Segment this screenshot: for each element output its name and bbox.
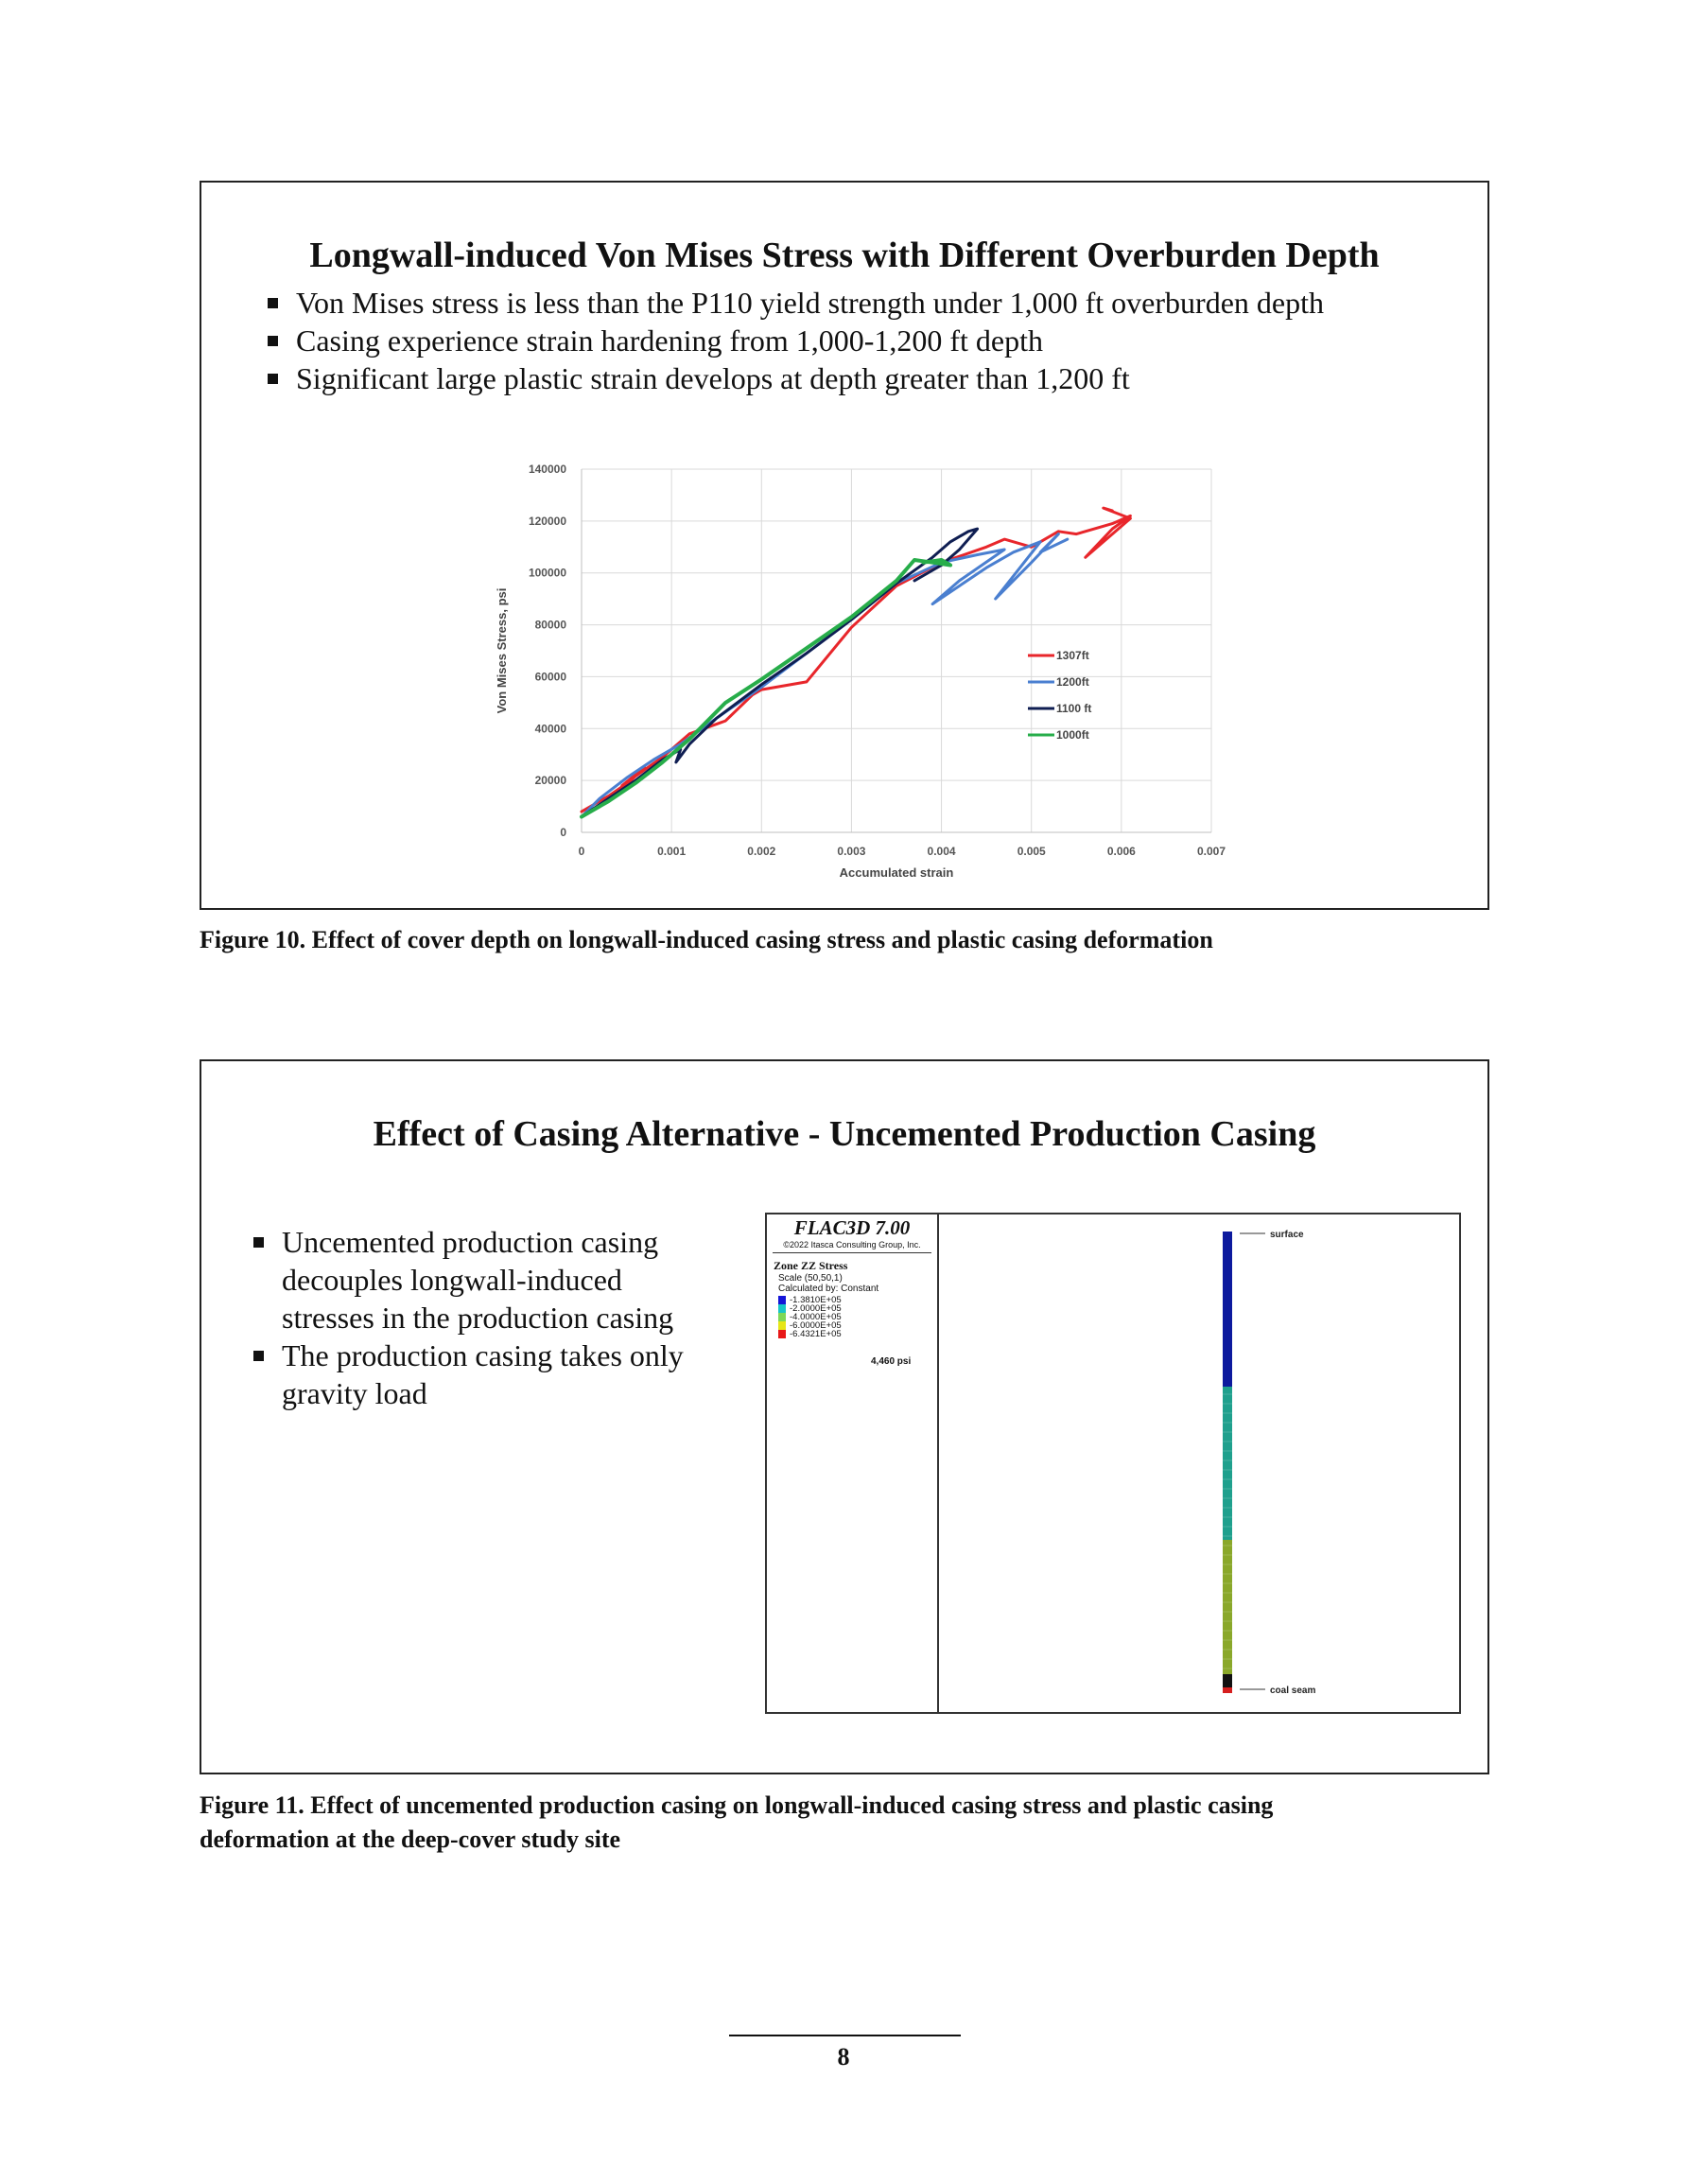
stress-strain-chart	[201, 183, 1491, 912]
legend-label: 1200ft	[1056, 675, 1089, 689]
y-tick-label: 60000	[534, 670, 566, 684]
bullet-square-icon	[253, 1237, 264, 1248]
x-tick-label: 0.003	[837, 845, 866, 858]
series-line-1307ft	[582, 508, 1130, 812]
legend-row: -6.0000E+05	[778, 1321, 937, 1330]
chart-series-group	[582, 508, 1130, 816]
bullet-item: Casing experience strain hardening from 1,000-1,200 ft depth	[268, 322, 1324, 359]
legend-row: -2.0000E+05	[778, 1304, 937, 1313]
bullet-item: The production casing takes only gravity load	[253, 1337, 745, 1412]
y-tick-label: 140000	[528, 463, 566, 476]
scale-label: Scale (50,50,1)	[778, 1273, 843, 1284]
y-tick-label: 0	[560, 826, 566, 839]
legend-label: 1307ft	[1056, 649, 1089, 662]
bullet-list	[253, 1223, 745, 1412]
casing-segment-lower	[1223, 1540, 1232, 1674]
figure-11-caption: Figure 11. Effect of uncemented production casing on longwall-induced casing stress and plastic casing deformation at the deep-cover study site	[200, 1791, 1274, 1853]
surface-label: surface	[1270, 1230, 1304, 1240]
x-axis-label: Accumulated strain	[839, 865, 954, 880]
figure-10-caption: Figure 10. Effect of cover depth on longwall-induced casing stress and plastic casing deformation	[200, 926, 1213, 953]
flac3d-title: FLAC3D 7.00	[793, 1216, 911, 1239]
casing-segment-top	[1223, 1232, 1232, 1387]
series-line-1200ft	[582, 534, 1068, 817]
y-tick-label: 20000	[534, 774, 566, 788]
figure-11-slide	[200, 1059, 1489, 1774]
flac3d-copyright: ©2022 Itasca Consulting Group, Inc.	[773, 1240, 931, 1253]
legend-swatch	[778, 1304, 786, 1313]
zone-stress-label: Zone ZZ Stress	[774, 1259, 848, 1272]
casing-segment-coal-seam	[1223, 1674, 1232, 1687]
slide-title: Effect of Casing Alternative - Uncemented Production Casing	[373, 1114, 1316, 1154]
x-tick-label: 0.006	[1106, 845, 1136, 858]
flac3d-model-view	[765, 1213, 1461, 1714]
bullet-item: Significant large plastic strain develops at depth greater than 1,200 ft	[268, 359, 1324, 397]
chart-legend	[1028, 649, 1091, 742]
color-legend	[767, 1296, 937, 1338]
coal-seam-label: coal seam	[1270, 1686, 1316, 1696]
x-tick-label: 0.004	[927, 845, 956, 858]
legend-row: -4.0000E+05	[778, 1313, 937, 1321]
y-tick-label: 120000	[528, 514, 566, 528]
y-tick-label: 40000	[534, 722, 566, 736]
page-number: 8	[837, 2043, 850, 2070]
calculated-label: Calculated by: Constant	[778, 1284, 879, 1294]
figure-10-slide	[200, 181, 1489, 910]
flac3d-legend-panel	[767, 1214, 939, 1712]
bullet-item: Uncemented production casing decouples longwall-induced stresses in the production casing	[253, 1223, 745, 1337]
legend-swatch	[778, 1313, 786, 1321]
legend-swatch	[778, 1296, 786, 1304]
y-tick-label: 100000	[528, 566, 566, 580]
x-tick-label: 0.002	[747, 845, 776, 858]
bullet-item: Von Mises stress is less than the P110 yield strength under 1,000 ft overburden depth	[268, 284, 1324, 322]
legend-row: -6.4321E+05	[778, 1330, 937, 1338]
casing-segment-tip	[1223, 1687, 1232, 1693]
page-number-rule	[729, 2035, 961, 2036]
x-tick-label: 0.001	[657, 845, 687, 858]
stress-psi-label: 4,460 psi	[871, 1356, 912, 1367]
x-tick-label: 0.005	[1017, 845, 1046, 858]
y-tick-label: 80000	[534, 618, 566, 632]
legend-swatch	[778, 1321, 786, 1330]
legend-row: -1.3810E+05	[778, 1296, 937, 1304]
slide-title: Longwall-induced Von Mises Stress with Different Overburden Depth	[309, 236, 1380, 275]
legend-label: 1000ft	[1056, 728, 1089, 742]
y-axis-label: Von Mises Stress, psi	[495, 587, 509, 714]
x-tick-label: 0.007	[1196, 845, 1226, 858]
bullet-square-icon	[253, 1351, 264, 1361]
x-tick-label: 0	[578, 845, 585, 858]
legend-swatch	[778, 1330, 786, 1338]
chart-grid	[582, 469, 1211, 832]
casing-model	[939, 1214, 1459, 1712]
legend-label: 1100 ft	[1056, 702, 1092, 715]
